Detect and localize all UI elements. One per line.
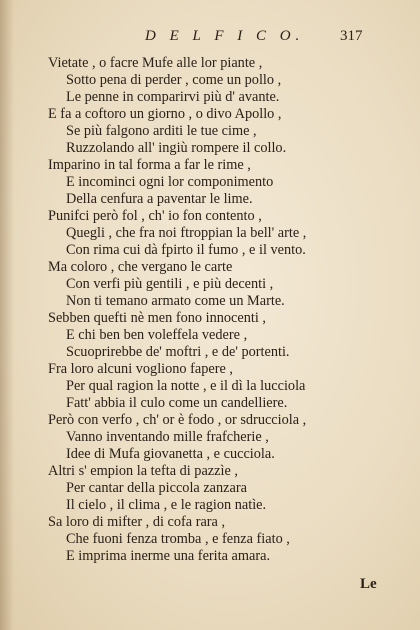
verse-line: Ma coloro , che vergano le carte	[48, 259, 233, 275]
verse-line: Però con verfo , ch' or è fodo , or sdrucciola ,	[48, 412, 307, 428]
verse-text	[48, 55, 388, 565]
verse-line: Con rima cui dà fpirto il fumo , e il vento.	[66, 242, 306, 258]
verse-line: Scuoprirebbe de' moftri , e de' portenti.	[66, 344, 290, 360]
verse-line: Le penne in comparirvi più d' avante.	[66, 89, 280, 105]
verse-line: Sa loro di mifter , di cofa rara ,	[48, 514, 226, 530]
verse-line: Imparino in tal forma a far le rime ,	[48, 157, 251, 173]
verse-line: Per qual ragion la notte , e il dì la lucciola	[66, 378, 306, 394]
page-header	[0, 28, 420, 48]
verse-line: E chi ben ben voleffela vedere ,	[66, 327, 248, 343]
gutter-shadow	[0, 0, 14, 630]
verse-line: Altri s' empion la tefta di pazzìe ,	[48, 463, 238, 479]
verse-line: Idee di Mufa giovanetta , e cucciola.	[66, 446, 275, 462]
verse-line: Che fuoni fenza tromba , e fenza fiato ,	[66, 531, 290, 547]
verse-line: Sotto pena di perder , come un pollo ,	[66, 72, 282, 88]
verse-line: Per cantar della piccola zanzara	[66, 480, 247, 496]
verse-line: Non ti temano armato come un Marte.	[66, 293, 285, 309]
verse-line: Il cielo , il clima , e le ragion natìe.	[66, 497, 267, 513]
verse-line: Fatt' abbia il culo come un candelliere.	[66, 395, 288, 411]
verse-line: Punifci però fol , ch' io fon contento ,	[48, 208, 262, 224]
verse-line: Della cenfura a paventar le lime.	[66, 191, 253, 207]
verse-line: Ruzzolando all' ingiù rompere il collo.	[66, 140, 287, 156]
verse-line: Se più falgono arditi le tue cime ,	[66, 123, 257, 139]
verse-line: Vanno inventando mille frafcherie ,	[66, 429, 269, 445]
catchword: Le	[360, 576, 377, 592]
running-title: D E L F I C O.	[145, 28, 305, 44]
verse-line: Con verfi più gentili , e più decenti ,	[66, 276, 274, 292]
verse-line: E fa a coftoro un giorno , o divo Apollo ,	[48, 106, 282, 122]
verse-line: E incominci ogni lor componimento	[66, 174, 274, 190]
verse-line: Fra loro alcuni vogliono fapere ,	[48, 361, 234, 377]
verse-line: Quegli , che fra noi ftroppian la bell' arte ,	[66, 225, 307, 241]
verse-line: E imprima inerme una ferita amara.	[66, 548, 271, 564]
page-number: 317	[340, 28, 363, 44]
verse-line: Sebben quefti nè men fono innocenti ,	[48, 310, 266, 326]
verse-line: Vietate , o facre Mufe alle lor piante ,	[48, 55, 263, 71]
